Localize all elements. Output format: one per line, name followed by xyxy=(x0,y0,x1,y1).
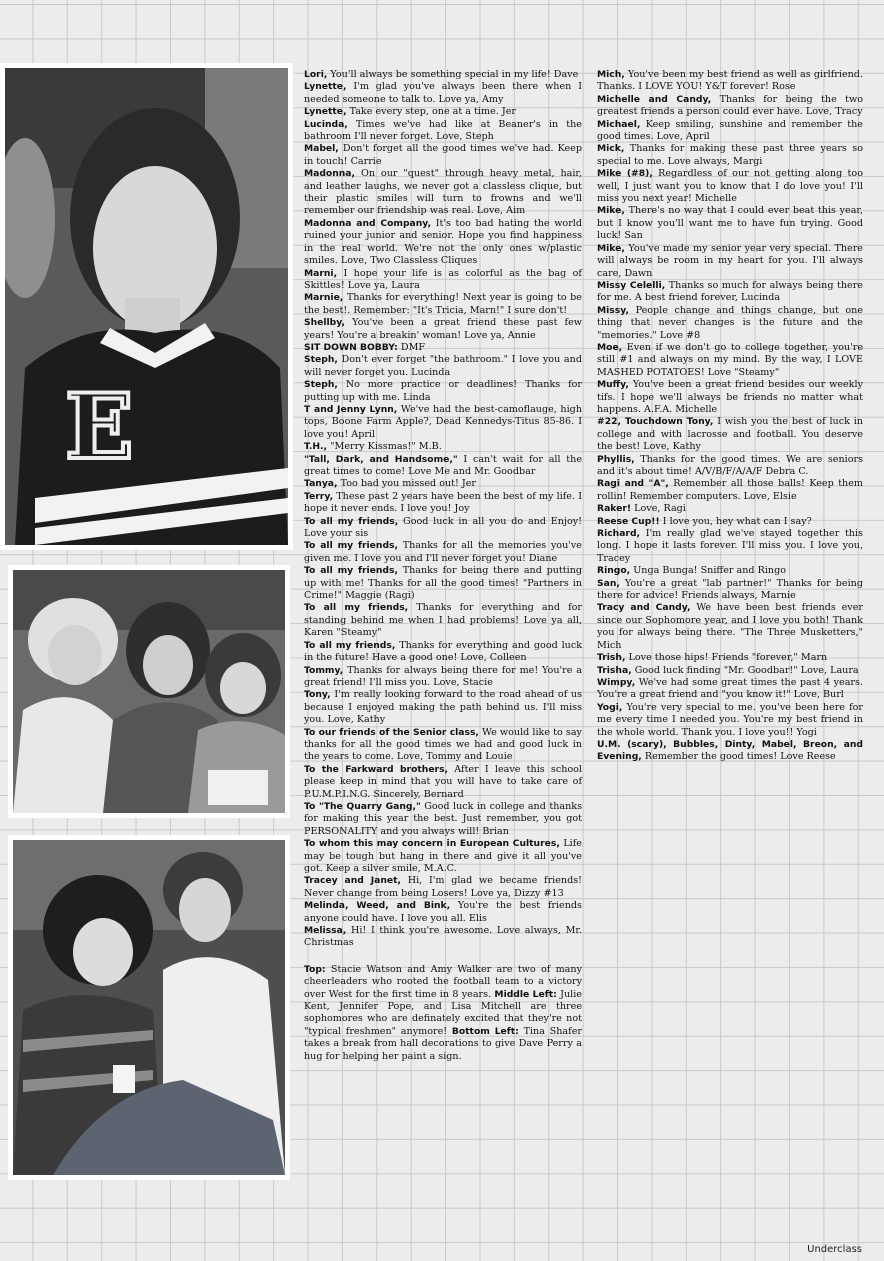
message-recipient: To our friends of the Senior class, xyxy=(304,726,479,738)
message-recipient: Missy, xyxy=(597,304,629,316)
message-text: Thanks for being the two greatest friends a person could ever have. Love, Tracy xyxy=(597,93,863,118)
message-recipient: Lucinda, xyxy=(304,118,348,130)
message-text: Thanks for all the memories you've given me. I love you and I'll never forget you! Diane xyxy=(304,540,582,564)
photo-sophomores-image xyxy=(13,570,285,813)
message-entry xyxy=(597,665,863,677)
message-recipient: To all my friends, xyxy=(304,639,396,651)
message-text: People change and things change, but one thing that never changes is the future and the "memories." Love #8 xyxy=(597,304,863,341)
message-text: I love you, hey what can I say? xyxy=(662,515,812,527)
message-recipient: #22, Touchdown Tony, xyxy=(597,416,714,428)
message-entry xyxy=(597,205,863,242)
message-recipient: Yogi, xyxy=(597,701,623,713)
message-entry xyxy=(304,317,582,342)
message-recipient: Ringo, xyxy=(597,565,631,577)
message-recipient: Raker! xyxy=(597,503,632,515)
message-entry xyxy=(304,119,582,144)
message-recipient: Mike, xyxy=(597,205,625,217)
message-entry xyxy=(304,540,582,565)
message-recipient: Steph, xyxy=(304,379,338,391)
message-recipient: Tommy, xyxy=(304,664,344,676)
message-text: You've made my senior year very special. There will always be room in my heart for you. I'll always care, Dawn xyxy=(597,242,863,279)
message-entry xyxy=(597,243,863,280)
message-entry xyxy=(304,640,582,665)
message-recipient: Trisha, xyxy=(597,664,632,676)
message-text: Good luck in college and thanks for making this year the best. Just remember, you got PERSONALITY and you always will! Brian xyxy=(304,800,583,837)
caption-bot-text: Tina Shafer takes a break from hall decorations to give Dave Perry a hug for helping her paint a sign. xyxy=(304,1025,582,1062)
message-recipient: To whom this may concern in European Cultures, xyxy=(304,838,560,850)
message-text: On our "quest" through heavy metal, hair, and leather laughs, we never got a classless clique, but their plastic smiles will turn to frowns and we'll remember our friendship was real. Love, Aim xyxy=(304,168,583,217)
message-entry xyxy=(304,602,582,639)
message-text: You're very special to me. you've been here for me every time I needed you. You're my best friend in the whole world. Thank you. I love you!! Yogi xyxy=(597,701,863,738)
message-entry xyxy=(304,218,582,268)
photo-cheerleader-image xyxy=(5,68,288,545)
message-text: Unga Bunga! Sniffer and Ringo xyxy=(633,565,786,577)
message-entry xyxy=(597,94,863,119)
message-text: We would like to say thanks for all the good times we had and good luck in the years to come. Love, Tommy and Louie xyxy=(304,726,582,763)
message-entry xyxy=(597,578,863,603)
message-text: Too bad you missed out! Jer xyxy=(340,478,477,490)
message-entry xyxy=(597,454,863,479)
message-entry xyxy=(304,81,582,106)
message-recipient: Michelle and Candy, xyxy=(597,93,712,105)
message-entry xyxy=(597,565,863,577)
message-text: Take every step, one at a time. Jer xyxy=(349,106,516,118)
message-text: Keep smiling, sunshine and remember the good times. Love, April xyxy=(597,118,863,143)
message-recipient: Melinda, Weed, and Bink, xyxy=(304,900,451,912)
message-entry xyxy=(304,69,582,81)
message-text: Good luck in all you do and Enjoy! Love your sis xyxy=(304,515,583,540)
message-entry xyxy=(597,280,863,305)
message-recipient: To all my friends, xyxy=(304,602,409,614)
message-recipient: Mabel, xyxy=(304,143,339,155)
message-text: DMF xyxy=(400,341,426,353)
message-recipient: Tracey and Janet, xyxy=(304,875,401,887)
message-text: I'm glad you've always been there when I needed someone to talk to. Love ya, Amy xyxy=(304,81,582,105)
message-entry xyxy=(304,925,582,950)
caption-mid-text: Julie Kent, Jennifer Pope, and Lisa Mitchell are three sophomores who are definately excited that they're not "typical freshmen" anymore! xyxy=(304,988,582,1037)
message-text: Thanks for being there and putting up with me! Thanks for all the good times! "Partners in Crime!" Maggie (Ragi) xyxy=(304,565,583,602)
message-text: No more practice or deadlines! Thanks for putting up with me. Linda xyxy=(304,379,582,403)
message-recipient: Moe, xyxy=(597,341,623,353)
message-recipient: U.M. (scary), Bubbles, Dinty, Mabel, Breon, and Evening, xyxy=(597,738,863,763)
message-entry xyxy=(304,838,582,875)
message-recipient: To "The Quarry Gang," xyxy=(304,800,421,812)
message-entry xyxy=(597,478,863,503)
message-recipient: Phyllis, xyxy=(597,453,635,465)
message-text: You've been my best friend as well as girlfriend. Thanks. I LOVE YOU! Y&T forever! Rose xyxy=(597,69,863,93)
message-entry xyxy=(597,528,863,565)
message-text: Even if we don't go to college together, you're still #1 and always on my mind. By the way, I LOVE MASHED POTATOES! Love "Steamy" xyxy=(597,341,863,378)
page-footer: Underclass xyxy=(807,1244,862,1255)
message-text: It's too bad hating the world ruined your junior and senior. Hope you find happiness in the real world. We're not the only ones w/plastic smiles. Love, Two Classless Cliques xyxy=(304,217,582,267)
message-text: Good luck finding "Mr. Goodbar!" Love, Laura xyxy=(634,664,859,676)
caption-mid-label: Middle Left: xyxy=(494,988,557,1000)
message-recipient: Reese Cup!! xyxy=(597,515,660,527)
message-entry xyxy=(597,516,863,528)
message-text: After I leave this school please keep in mind that you will have to take care of P.U.M.P.I.N.G. Sincerely, Bernard xyxy=(304,763,582,800)
message-recipient: Mike (#8), xyxy=(597,168,653,180)
message-text: Thanks for everything and for standing behind me when I had problems! Love ya all, Karen "Steamy" xyxy=(304,602,582,639)
message-entry xyxy=(304,764,582,801)
message-text: Love, Ragi xyxy=(634,503,686,515)
message-entry xyxy=(597,739,863,764)
message-entry xyxy=(597,143,863,168)
message-text: "Merry Kissmas!" M.B. xyxy=(330,441,442,453)
message-recipient: Mick, xyxy=(597,143,625,155)
message-recipient: Lori, xyxy=(304,69,328,80)
message-entry xyxy=(304,106,582,118)
message-text: We've had some great times the past 4 years. You're a great friend and "you know it!" Love, Burl xyxy=(597,676,863,701)
message-entry xyxy=(304,354,582,379)
messages-column-left xyxy=(304,69,582,1063)
message-text: We have been best friends ever since our Sophomore year, and I love you both! Thank you for always being there. "The Three Musketters," Mich xyxy=(597,602,863,651)
message-entry xyxy=(304,516,582,541)
svg-text:E: E xyxy=(65,374,134,480)
message-entry xyxy=(304,454,582,479)
message-text: Hi, I'm glad we became friends! Never change from being Losers! Love ya, Dizzy #13 xyxy=(304,875,582,899)
message-entry xyxy=(304,900,582,925)
message-text: Thanks for making these past three years so special to me. Love always, Margi xyxy=(597,143,863,167)
message-entry xyxy=(304,268,582,293)
message-text: Thanks for the good times. We are seniors and it's about time! A/V/B/F/A/A/F Debra C. xyxy=(597,453,863,477)
message-entry xyxy=(304,727,582,764)
message-recipient: Richard, xyxy=(597,528,641,540)
message-recipient: "Tall, Dark, and Handsome," xyxy=(304,453,458,465)
message-entry xyxy=(597,652,863,664)
message-entry xyxy=(304,292,582,317)
message-recipient: To all my friends, xyxy=(304,540,398,552)
message-recipient: Shellby, xyxy=(304,317,346,329)
message-recipient: Tracy and Candy, xyxy=(597,602,691,614)
messages-column-right xyxy=(597,69,863,764)
message-recipient: Madonna and Company, xyxy=(304,217,432,229)
message-recipient: SIT DOWN BOBBY: xyxy=(304,341,398,353)
message-entry xyxy=(597,677,863,702)
message-entry xyxy=(597,602,863,652)
message-recipient: To the Farkward brothers, xyxy=(304,763,449,775)
caption-top-label: Top: xyxy=(304,963,326,975)
message-text: Times we've had like at Beaner's in the bathroom I'll never forget. Love, Steph xyxy=(304,118,582,143)
message-text: Thanks so much for always being there for me. A best friend forever, Lucinda xyxy=(597,279,863,304)
photo-hug xyxy=(8,835,290,1180)
message-entry xyxy=(304,801,582,838)
message-entry xyxy=(304,143,582,168)
message-text: I can't wait for all the great times to come! Love Me and Mr. Goodbar xyxy=(304,453,582,477)
message-text: Thanks for everything and good luck in the future! Have a good one! Love, Colleen xyxy=(304,639,583,664)
message-entry xyxy=(597,305,863,342)
message-text: Love those hips! Friends "forever," Marn xyxy=(628,652,828,664)
message-text: I'm really glad we've stayed together this long. I hope it lasts forever. I'll miss you. I love you, Tracey xyxy=(597,528,863,564)
message-recipient: To all my friends, xyxy=(304,565,398,577)
message-entry xyxy=(597,702,863,739)
message-recipient: Trish, xyxy=(597,652,626,664)
message-entry xyxy=(304,168,582,218)
photo-sophomores xyxy=(8,565,290,818)
message-text: Hi! I think you're awesome. Love always, Mr. Christmas xyxy=(304,925,582,949)
message-text: You'll always be something special in my life! Dave xyxy=(330,69,579,80)
message-entry xyxy=(304,665,582,690)
caption-bot-label: Bottom Left: xyxy=(451,1025,519,1037)
message-text: Thanks for always being there for me! You're a great friend! I'll miss you. Love, Stacie xyxy=(304,664,582,688)
message-recipient: Wimpy, xyxy=(597,676,636,688)
message-entry xyxy=(597,416,863,453)
message-entry xyxy=(304,689,582,726)
message-text: You've been a great friend these past few years! You're a breakin' woman! Love ya, Annie xyxy=(304,317,582,341)
message-entry xyxy=(304,404,582,441)
message-recipient: T.H., xyxy=(304,441,328,453)
message-recipient: Ragi and "A", xyxy=(597,478,669,490)
message-recipient: T and Jenny Lynn, xyxy=(304,403,398,415)
message-text: There's no way that I could ever beat this year, but I know you'll want me to have fun trying. Good luck! San xyxy=(597,205,863,242)
message-recipient: Marni, xyxy=(304,267,338,279)
message-text: Don't forget all the good times we've had. Keep in touch! Carrie xyxy=(304,143,582,167)
message-recipient: Lynette, xyxy=(304,106,347,118)
message-entry xyxy=(597,503,863,515)
message-entry xyxy=(304,379,582,404)
message-entry xyxy=(304,565,582,602)
message-text: I hope your life is as colorful as the bag of Skittles! Love ya, Laura xyxy=(304,267,582,291)
photo-cheerleader xyxy=(0,63,293,550)
photo-caption xyxy=(304,964,582,1063)
message-text: Regardless of our not getting along too well, I just want you to know that I do love you! I'll miss you next year! Michelle xyxy=(597,168,863,205)
message-recipient: Michael, xyxy=(597,118,641,130)
message-text: You've been a great friend besides our weekly tifs. I hope we'll always be friends no matter what happens. A.F.A. Michelle xyxy=(597,379,863,415)
message-entry xyxy=(304,875,582,900)
message-entry xyxy=(304,491,582,516)
message-recipient: Melissa, xyxy=(304,925,347,937)
message-recipient: Marnie, xyxy=(304,292,344,304)
message-recipient: Tony, xyxy=(304,689,331,701)
message-recipient: Mike, xyxy=(597,242,625,254)
message-entry xyxy=(597,69,863,94)
caption-top-text: Stacie Watson and Amy Walker are two of many cheerleaders who rooted the football team to a victory over West for the first time in 8 years. xyxy=(304,963,582,1000)
message-text: Don't ever forget "the bathroom." I love you and will never forget you. Lucinda xyxy=(304,354,582,378)
message-text: Life may be tough but hang in there and give it all you've got. Keep a silver smile, M.A.C. xyxy=(304,838,582,874)
message-text: Thanks for everything! Next year is going to be the best!. Remember: "It's Tricia, Marn!" I sure don't! xyxy=(304,292,582,316)
message-text: You're the best friends anyone could have. I love you all. Elis xyxy=(304,900,582,924)
message-entry xyxy=(597,379,863,416)
message-entry xyxy=(597,342,863,379)
message-recipient: Muffy, xyxy=(597,379,629,391)
message-recipient: Tanya, xyxy=(304,478,338,490)
photo-hug-image xyxy=(13,840,285,1175)
message-recipient: Mich, xyxy=(597,69,625,80)
message-recipient: Madonna, xyxy=(304,168,356,180)
message-recipient: Steph, xyxy=(304,354,338,366)
message-text: I wish you the best of luck in college and with lacrosse and football. You deserve the best! Love, Kathy xyxy=(597,416,863,453)
message-entry xyxy=(597,168,863,205)
message-recipient: San, xyxy=(597,577,620,589)
message-entry xyxy=(304,478,582,490)
message-entry xyxy=(304,441,582,453)
message-entry xyxy=(304,342,582,354)
message-text: Remember all those balls! Keep them rollin! Remember computers. Love, Elsie xyxy=(597,478,864,502)
message-text: Remember the good times! Love Reese xyxy=(644,751,836,763)
message-recipient: Terry, xyxy=(304,490,334,502)
message-recipient: Missy Celelli, xyxy=(597,279,666,291)
message-recipient: To all my friends, xyxy=(304,515,399,527)
message-text: We've had the best-camoflauge, high tops, Boone Farm Apple?, Dead Kennedys-Titus 85-86. I love you! April xyxy=(304,403,582,440)
message-text: I'm really looking forward to the road ahead of us because I enjoyed making the path behind us. I'll miss you. Love, Kathy xyxy=(304,689,582,726)
message-text: You're a great "lab partner!" Thanks for being there for advice! Friends always, Marnie xyxy=(597,577,863,602)
message-entry xyxy=(597,119,863,144)
message-text: These past 2 years have been the best of my life. I hope it never ends. I love you! Joy xyxy=(304,490,582,515)
message-recipient: Lynette, xyxy=(304,81,347,93)
